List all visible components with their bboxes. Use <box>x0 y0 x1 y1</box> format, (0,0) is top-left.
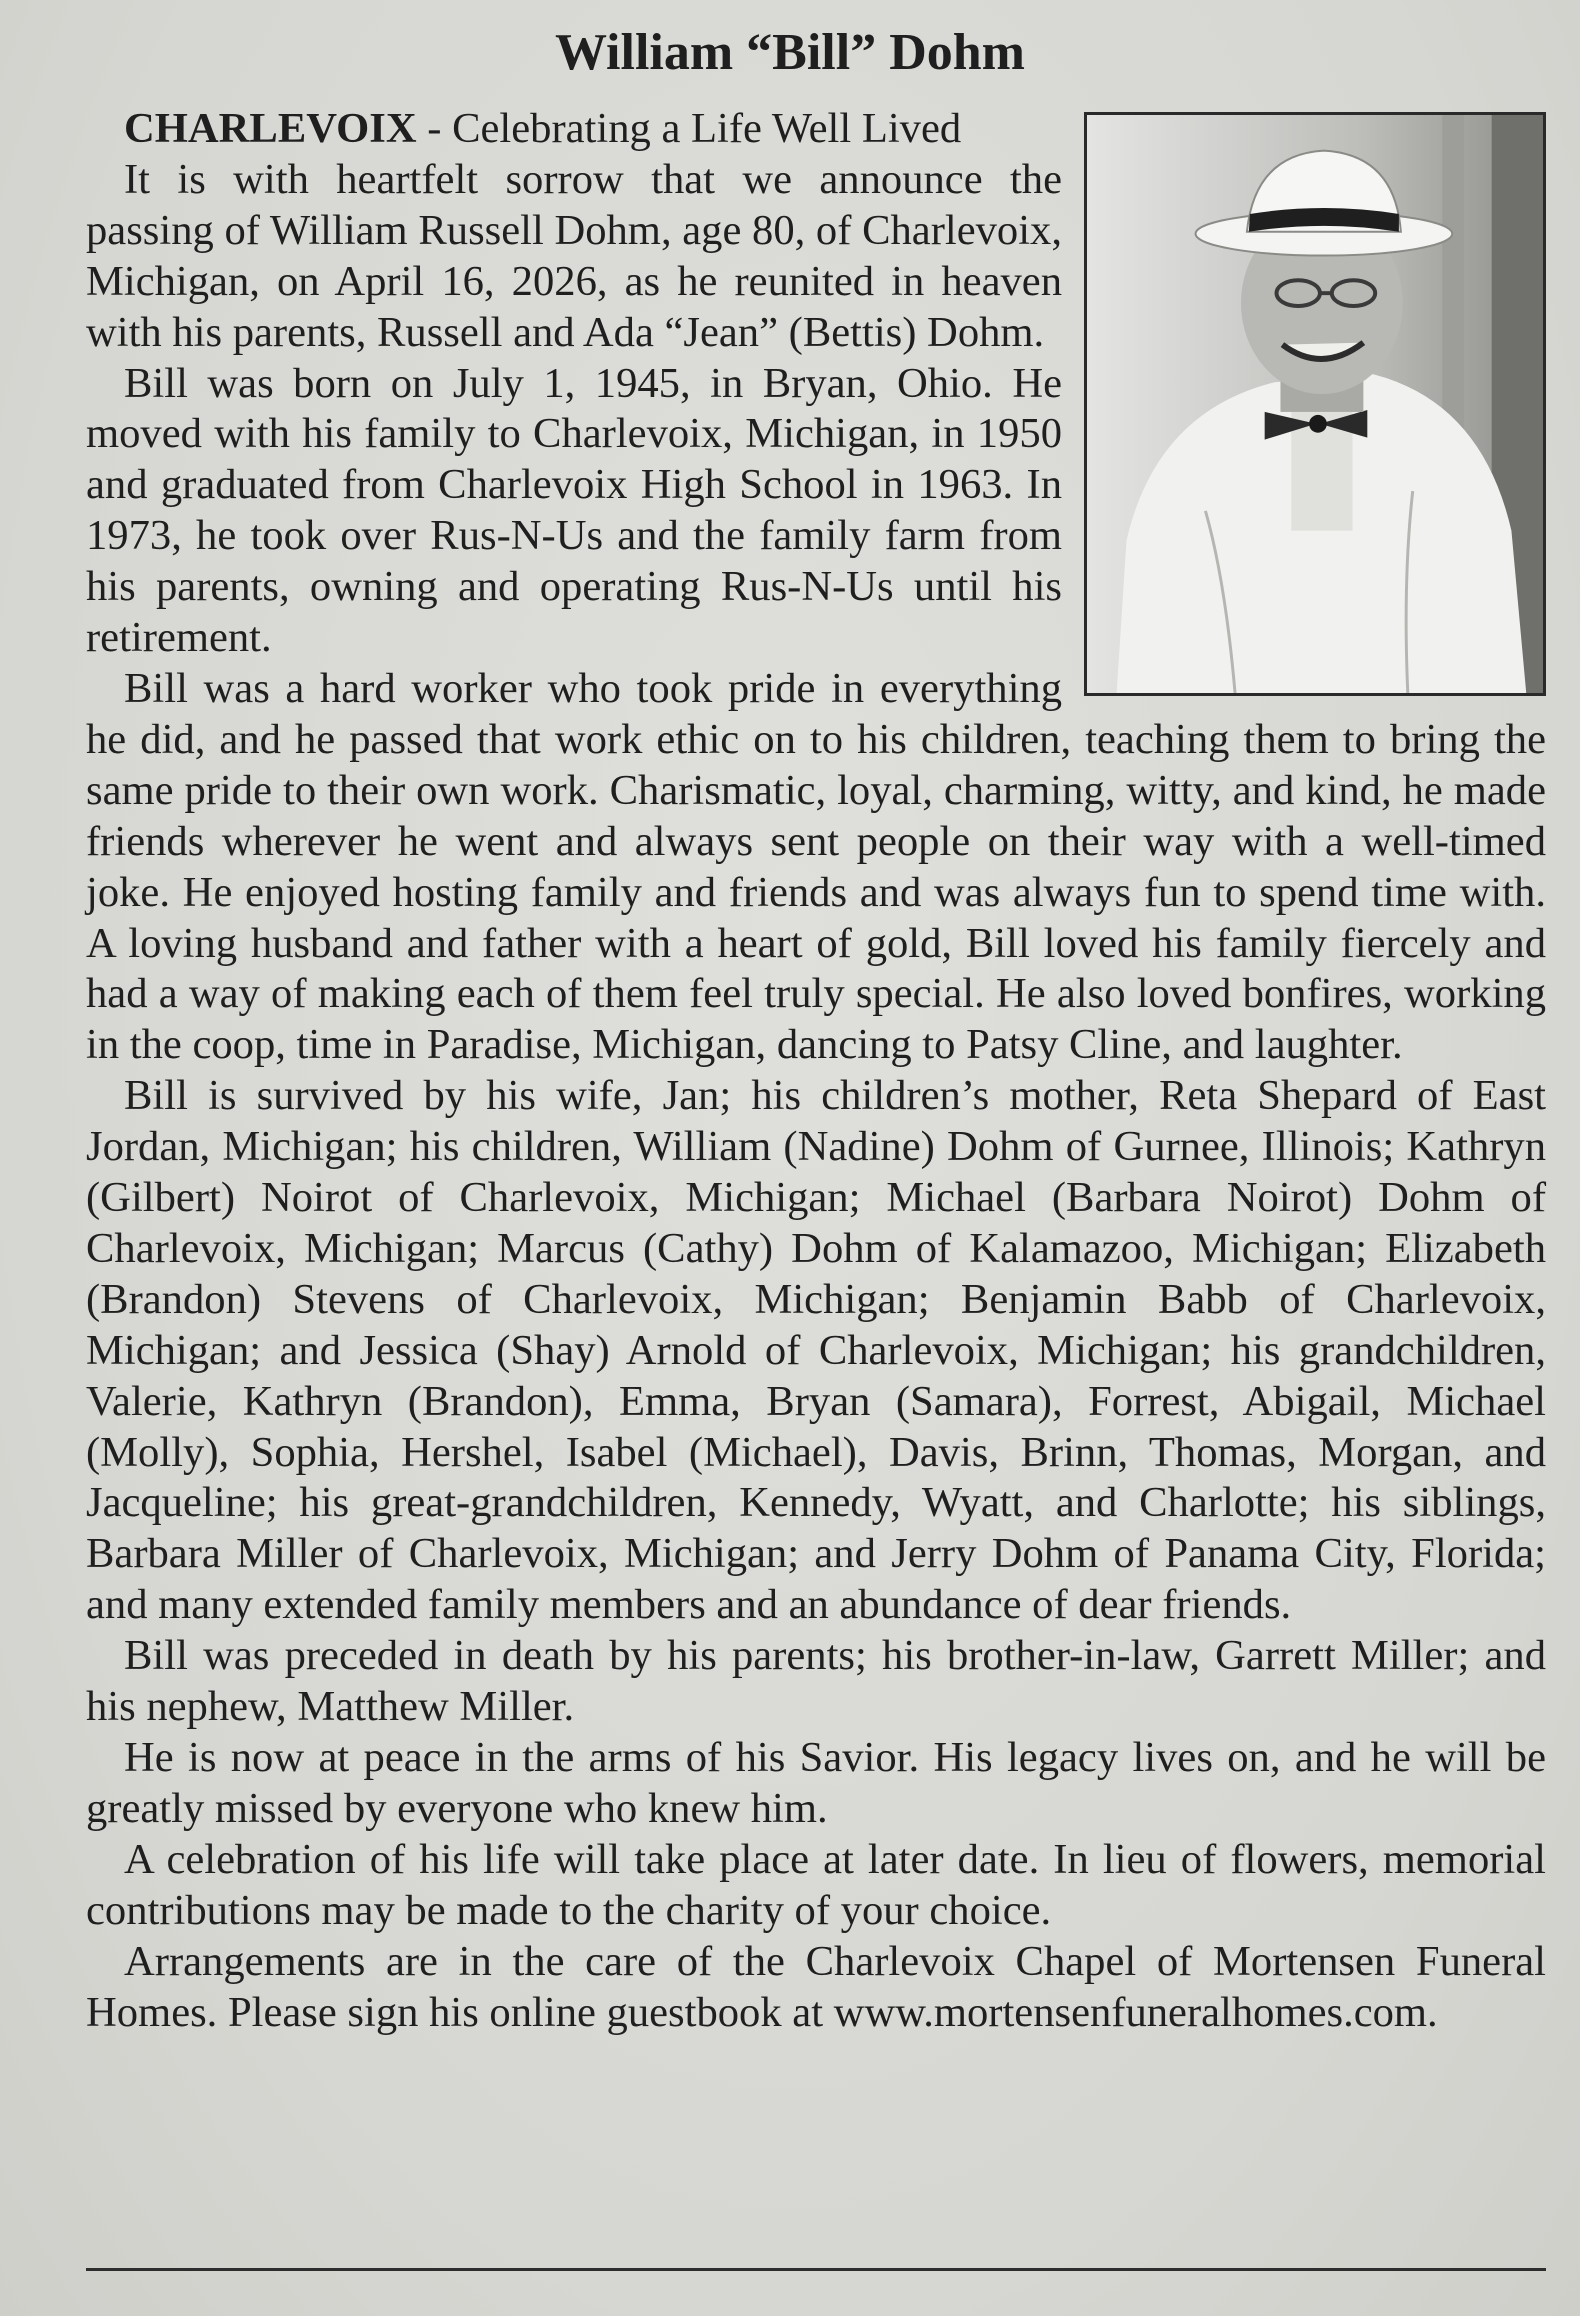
paragraph-celebration: A celebration of his life will take place at later date. In lieu of flowers, memorial contributions may be made to the charity of your choice. <box>86 1835 1546 1934</box>
paragraph-legacy: He is now at peace in the arms of his Savior. His legacy lives on, and he will be greatly missed by everyone who knew him. <box>86 1734 1546 1832</box>
dateline: CHARLEVOIX <box>124 105 417 152</box>
paragraph-character: Bill was a hard worker who took pride in everything he did, and he passed that work ethic on to his children, teaching them to bring the same pride to their own work. Charismatic, loyal, charming, witty, and kind, he made friends wherever he went and always sent people on their way with a well-timed joke. He enjoyed hosting family and friends and was always fun to spend time with. A loving husband and father with a heart of gold, Bill loved his family fiercely and had a way of making each of them feel truly special. He also loved bonfires, working in the coop, time in Paradise, Michigan, dancing to Patsy Cline, and laughter. <box>86 664 1546 1069</box>
paragraph-arrangements: Arrangements are in the care of the Charlevoix Chapel of Mortensen Funeral Homes. Please sign his online guestbook at www.mortensenfuneralhomes.com. <box>86 1937 1546 2036</box>
obituary-subtitle: Celebrating a Life Well Lived <box>452 105 962 152</box>
paragraph-early-life: Bill was born on July 1, 1945, in Bryan, Ohio. He moved with his family to Charlevoix, Michigan, in 1950 and graduated from Charlevoix High School in 1963. In 1973, he took over Rus-N-Us and the family farm from his parents, owning and operating Rus-N-Us until his retirement. <box>86 359 1062 662</box>
paragraph-announcement: It is with heartfelt sorrow that we announce the passing of William Russell Dohm, age 80, of Charlevoix, Michigan, on April 16, 2026, as he reunited in heaven with his parents, Russell and Ada “Jean” (Bettis) Dohm. <box>86 155 1062 356</box>
portrait-image <box>1087 115 1543 693</box>
dateline-separator: - <box>416 105 453 152</box>
obituary-title: William “Bill” Dohm <box>555 24 1025 81</box>
obituary-body <box>86 104 1546 2038</box>
paragraph-survivors: Bill is survived by his wife, Jan; his children’s mother, Reta Shepard of East Jordan, Michigan; his children, William (Nadine) Dohm of Gurnee, Illinois; Kathryn (Gilbert) Noirot of Charlevoix, Michigan; Michael (Barbara Noirot) Dohm of Charlevoix, Michigan; Marcus (Cathy) Dohm of Kalamazoo, Michigan; Elizabeth (Brandon) Stevens of Charlevoix, Michigan; Benjamin Babb of Charlevoix, Michigan; and Jessica (Shay) Arnold of Charlevoix, Michigan; his grandchildren, Valerie, Kathryn (Brandon), Emma, Bryan (Samara), Forrest, Abigail, Michael (Molly), Sophia, Hershel, Isabel (Michael), Davis, Brinn, Thomas, Morgan, and Jacqueline; his great-grandchildren, Kennedy, Wyatt, and Charlotte; his siblings, Barbara Miller of Charlevoix, Michigan; and Jerry Dohm of Panama City, Florida; and many extended family members and an abundance of dear friends. <box>86 1072 1546 1629</box>
paragraph-preceded: Bill was preceded in death by his parents; his brother-in-law, Garrett Miller; and his nephew, Matthew Miller. <box>86 1632 1546 1731</box>
bottom-rule <box>86 2268 1546 2271</box>
portrait-photo <box>1084 112 1546 696</box>
